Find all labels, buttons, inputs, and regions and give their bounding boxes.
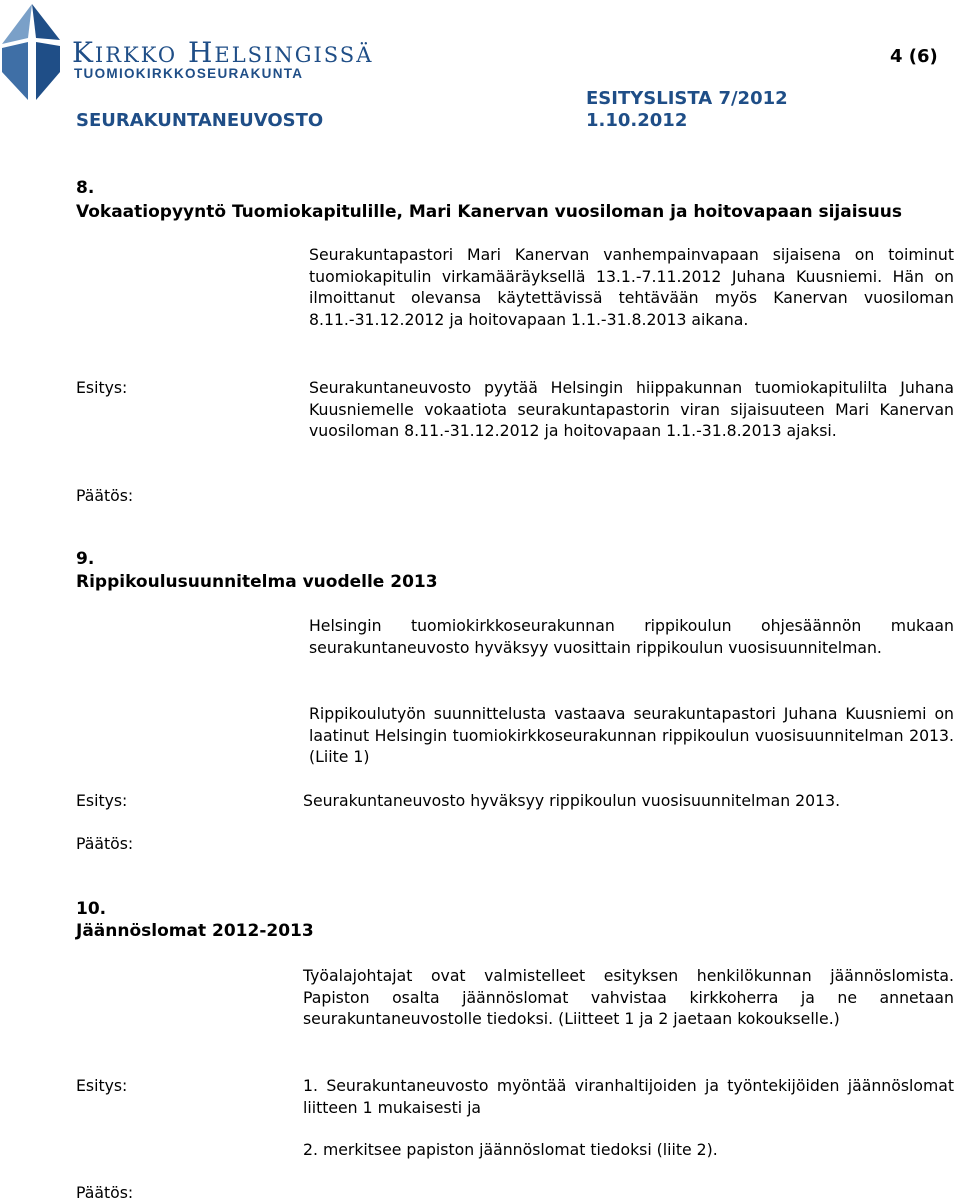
decision-label: Päätös: bbox=[76, 834, 134, 853]
proposal-label: Esitys: bbox=[76, 1076, 128, 1095]
proposal-text: Seurakuntaneuvosto pyytää Helsingin hiippakunnan tuomiokapitulilta Juhana Kuusniemelle vokaatiota seurakuntapastorin viran sijaisuuteen Mari Kanervan vuosiloman 8.11.-31.12.2012 ja hoitovapaan 1.1.-31.8.2013 ajaksi. bbox=[309, 378, 954, 440]
item-title: Jäännöslomat 2012-2013 bbox=[76, 921, 314, 941]
item-intro: Rippikoulutyön suunnittelusta vastaava seurakuntapastori Juhana Kuusniemi on laatinut Helsingin tuomiokirkkoseurakunnan rippikoulun vuosisuunnitelman 2013. (Liite 1) bbox=[309, 704, 954, 766]
page-number: 4 (6) bbox=[890, 46, 938, 67]
church-logo-icon bbox=[2, 2, 62, 102]
proposal-text: Seurakuntaneuvosto hyväksyy rippikoulun vuosisuunnitelman 2013. bbox=[303, 791, 841, 810]
item-number: 8. bbox=[76, 178, 95, 198]
proposal-label: Esitys: bbox=[76, 791, 128, 810]
item-number: 9. bbox=[76, 549, 95, 569]
agenda-title: ESITYSLISTA 7/2012 bbox=[586, 88, 788, 109]
meeting-date: 1.10.2012 bbox=[586, 110, 688, 131]
item-title: Vokaatiopyyntö Tuomiokapitulille, Mari Kanervan vuosiloman ja hoitovapaan sijaisuus bbox=[76, 202, 903, 222]
item-number: 10. bbox=[76, 899, 107, 919]
proposal-text: 1. Seurakuntaneuvosto myöntää viranhaltijoiden ja työntekijöiden jäännöslomat liitteen 1 mukaisesti ja bbox=[303, 1076, 954, 1117]
item-intro: Seurakuntapastori Mari Kanervan vanhempainvapaan sijaisena on toiminut tuomiokapitulin virkamääräyksellä 13.1.-7.11.2012 Juhana Kuusniemi. Hän on ilmoittanut olevansa käytettävissä tehtävään myös Kanervan vuosiloman 8.11.-31.12.2012 ja hoitovapaan 1.1.-31.8.2013 aikana. bbox=[309, 245, 954, 329]
item-title: Rippikoulusuunnitelma vuodelle 2013 bbox=[76, 572, 438, 592]
brand-subtitle: TUOMIOKIRKKOSEURAKUNTA bbox=[74, 66, 304, 81]
item-intro: Työalajohtajat ovat valmistelleet esityksen henkilökunnan jäännöslomista. Papiston osalta jäännöslomat vahvistaa kirkkoherra ja ne annetaan seurakuntaneuvostolle tiedoksi. (Liitteet 1 ja 2 jaetaan kokoukselle.) bbox=[303, 966, 954, 1028]
proposal-label: Esitys: bbox=[76, 378, 128, 397]
item-intro: Helsingin tuomiokirkkoseurakunnan rippikoulun ohjesäännön mukaan seurakuntaneuvosto hyväksyy vuosittain rippikoulun vuosisuunnitelman. bbox=[309, 616, 954, 657]
decision-label: Päätös: bbox=[76, 1183, 134, 1202]
body-name: SEURAKUNTANEUVOSTO bbox=[76, 110, 324, 131]
decision-label: Päätös: bbox=[76, 486, 134, 505]
brand-name: KIRKKO HELSINGISSÄ bbox=[72, 36, 374, 69]
proposal-text: 2. merkitsee papiston jäännöslomat tiedoksi (liite 2). bbox=[303, 1140, 718, 1159]
